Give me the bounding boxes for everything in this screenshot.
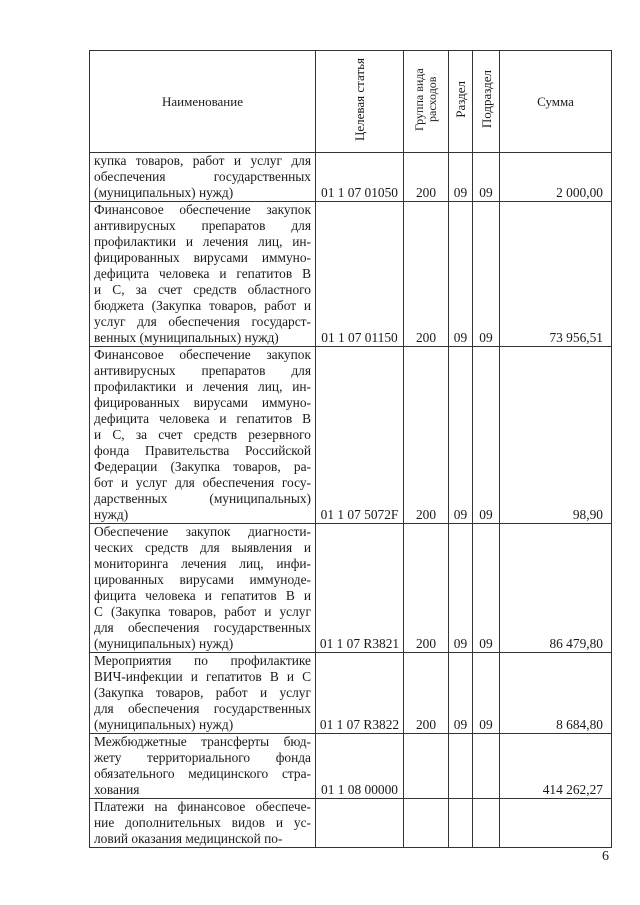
- row-target-article: [316, 202, 404, 347]
- table-body: [90, 153, 612, 848]
- row-amount-text: 73 956,51: [549, 330, 603, 345]
- name-line: для обеспечения государственных: [94, 620, 311, 635]
- name-line: Обеспечение закупок диагности-: [94, 524, 311, 539]
- row-target-article: [316, 153, 404, 202]
- row-name: [90, 734, 316, 799]
- row-section: [449, 347, 473, 524]
- table-row: [90, 347, 612, 524]
- row-subsection: [473, 524, 500, 653]
- name-line: купка товаров, работ и услуг для: [94, 153, 311, 168]
- name-line: Мероприятия по профилактике: [94, 653, 311, 668]
- row-subsection: [473, 734, 500, 799]
- name-line: антивирусных препаратов для: [94, 363, 311, 378]
- row-amount: [500, 653, 612, 734]
- row-subsection: [473, 347, 500, 524]
- row-expense-group-text: 200: [415, 185, 437, 200]
- name-line: венных (муниципальных) нужд): [94, 330, 279, 345]
- row-subsection: [473, 202, 500, 347]
- name-line: Финансовое обеспечение закупок: [94, 347, 311, 362]
- row-target-article-text: 01 1 07 01150: [321, 330, 398, 345]
- row-target-article-text: 01 1 07 R3822: [319, 717, 400, 732]
- name-line: для обеспечения государственных: [94, 701, 311, 716]
- row-name: [90, 799, 316, 848]
- name-line: профилактики и лечения лиц, ин-: [94, 234, 311, 249]
- row-subsection: [473, 799, 500, 848]
- row-amount: [500, 202, 612, 347]
- row-subsection-text: 09: [479, 185, 493, 200]
- row-amount-text: 2 000,00: [556, 185, 603, 200]
- row-expense-group-text: [404, 831, 448, 847]
- row-expense-group: [404, 347, 449, 524]
- name-line: фицированных вирусами иммуно-: [94, 395, 311, 410]
- table-row: [90, 734, 612, 799]
- row-subsection-text: 09: [479, 507, 493, 522]
- header-subsection: Подраздел: [473, 51, 500, 153]
- row-subsection-text: 09: [479, 330, 493, 345]
- row-name: [90, 653, 316, 734]
- name-line: дефицита человека и гепатитов В: [94, 266, 311, 281]
- row-target-article: [316, 799, 404, 848]
- header-sum: Сумма: [500, 51, 612, 153]
- name-line: (муниципальных) нужд): [94, 185, 234, 200]
- row-section-text: 09: [453, 330, 468, 345]
- row-amount: [500, 347, 612, 524]
- name-line: нужд): [94, 507, 129, 522]
- name-line: и С, за счет средств резервного: [94, 427, 311, 442]
- name-line: фицированных вирусами иммуно-: [94, 250, 311, 265]
- row-name: [90, 153, 316, 202]
- name-line: цированных вирусами иммуноде-: [94, 572, 311, 587]
- name-line: антивирусных препаратов для: [94, 218, 311, 233]
- row-subsection-text: 09: [479, 717, 493, 732]
- row-expense-group-text: 200: [415, 717, 437, 732]
- name-line: Платежи на финансовое обеспече-: [94, 799, 311, 814]
- row-amount-text: 86 479,80: [549, 636, 603, 651]
- row-section: [449, 153, 473, 202]
- name-line: обеспечения государственных: [94, 169, 311, 184]
- row-expense-group: [404, 799, 449, 848]
- row-target-article: [316, 734, 404, 799]
- name-line: обязательного медицинского стра-: [94, 766, 311, 781]
- row-amount-text: 98,90: [572, 507, 603, 522]
- name-line: (муниципальных) нужд): [94, 636, 234, 651]
- name-line: Межбюджетные трансферты бюд-: [94, 734, 311, 749]
- name-line: ческих средств для выявления и: [94, 540, 311, 555]
- row-amount-text: 8 684,80: [556, 717, 603, 732]
- name-line: бюджета (Закупка товаров, работ и: [94, 298, 311, 313]
- row-expense-group: [404, 653, 449, 734]
- table-row: [90, 799, 612, 848]
- table-row: [90, 653, 612, 734]
- name-line: ние дополнительных видов и ус-: [94, 815, 311, 830]
- row-target-article-text: 01 1 07 5072F: [320, 507, 399, 522]
- table-header-row: [90, 51, 612, 153]
- row-section-text: [449, 782, 472, 798]
- row-target-article: [316, 524, 404, 653]
- row-target-article-text: 01 1 08 00000: [321, 782, 398, 797]
- row-expense-group: [404, 524, 449, 653]
- row-expense-group-text: [404, 782, 448, 798]
- row-amount: [500, 153, 612, 202]
- row-target-article-text: 01 1 07 R3821: [319, 636, 400, 651]
- row-section-text: 09: [453, 636, 468, 651]
- page-number: 6: [602, 849, 609, 864]
- table-row: [90, 202, 612, 347]
- row-expense-group-text: 200: [415, 636, 437, 651]
- table-row: [90, 524, 612, 653]
- row-target-article-text: 01 1 07 01050: [321, 185, 398, 200]
- row-section: [449, 653, 473, 734]
- row-amount: [500, 524, 612, 653]
- row-subsection: [473, 653, 500, 734]
- name-line: Финансовое обеспечение закупок: [94, 202, 311, 217]
- name-line: мониторинга лечения лиц, инфи-: [94, 556, 311, 571]
- row-section-text: 09: [453, 507, 468, 522]
- row-name: [90, 347, 316, 524]
- budget-table: [89, 50, 612, 848]
- row-amount-text: [500, 831, 603, 847]
- row-target-article-text: [316, 831, 403, 847]
- name-line: С (Закупка товаров, работ и услуг: [94, 604, 311, 619]
- row-target-article: [316, 653, 404, 734]
- name-line: дефицита человека и гепатитов В: [94, 411, 311, 426]
- row-expense-group-text: 200: [415, 330, 437, 345]
- row-expense-group: [404, 153, 449, 202]
- header-target-article: Целевая статья: [316, 51, 404, 153]
- row-target-article: [316, 347, 404, 524]
- row-section-text: [449, 831, 472, 847]
- name-line: хования: [94, 782, 140, 797]
- header-name: Наименование: [90, 51, 316, 153]
- row-expense-group: [404, 734, 449, 799]
- row-name: [90, 202, 316, 347]
- name-line: услуг для обеспечения государст-: [94, 314, 311, 329]
- row-section: [449, 202, 473, 347]
- row-subsection: [473, 153, 500, 202]
- row-section-text: 09: [453, 717, 468, 732]
- row-section-text: 09: [453, 185, 468, 200]
- name-line: жету территориального фонда: [94, 750, 311, 765]
- header-section: Раздел: [449, 51, 473, 153]
- name-line: ВИЧ-инфекции и гепатитов В и С: [94, 669, 311, 684]
- row-amount: [500, 734, 612, 799]
- row-subsection-text: [473, 831, 499, 847]
- row-section: [449, 524, 473, 653]
- name-line: фонда Правительства Российской: [94, 443, 311, 458]
- name-line: дарственных (муниципальных): [94, 491, 311, 506]
- name-line: Федерации (Закупка товаров, ра-: [94, 459, 311, 474]
- row-name: [90, 524, 316, 653]
- row-expense-group: [404, 202, 449, 347]
- name-line: фицита человека и гепатитов В и: [94, 588, 311, 603]
- header-expense-group: Группа вида расходов: [404, 51, 449, 153]
- row-amount-text: 414 262,27: [542, 782, 603, 797]
- table-row: [90, 153, 612, 202]
- row-subsection-text: 09: [479, 636, 493, 651]
- row-expense-group-text: 200: [415, 507, 437, 522]
- name-line: профилактики и лечения лиц, ин-: [94, 379, 311, 394]
- row-amount: [500, 799, 612, 848]
- row-subsection-text: [473, 782, 499, 798]
- name-line: ловий оказания медицинской по-: [94, 831, 283, 846]
- name-line: и С, за счет средств областного: [94, 282, 311, 297]
- row-section: [449, 734, 473, 799]
- name-line: (муниципальных) нужд): [94, 717, 234, 732]
- name-line: бот и услуг для обеспечения госу-: [94, 475, 311, 490]
- row-section: [449, 799, 473, 848]
- name-line: (Закупка товаров, работ и услуг: [94, 685, 311, 700]
